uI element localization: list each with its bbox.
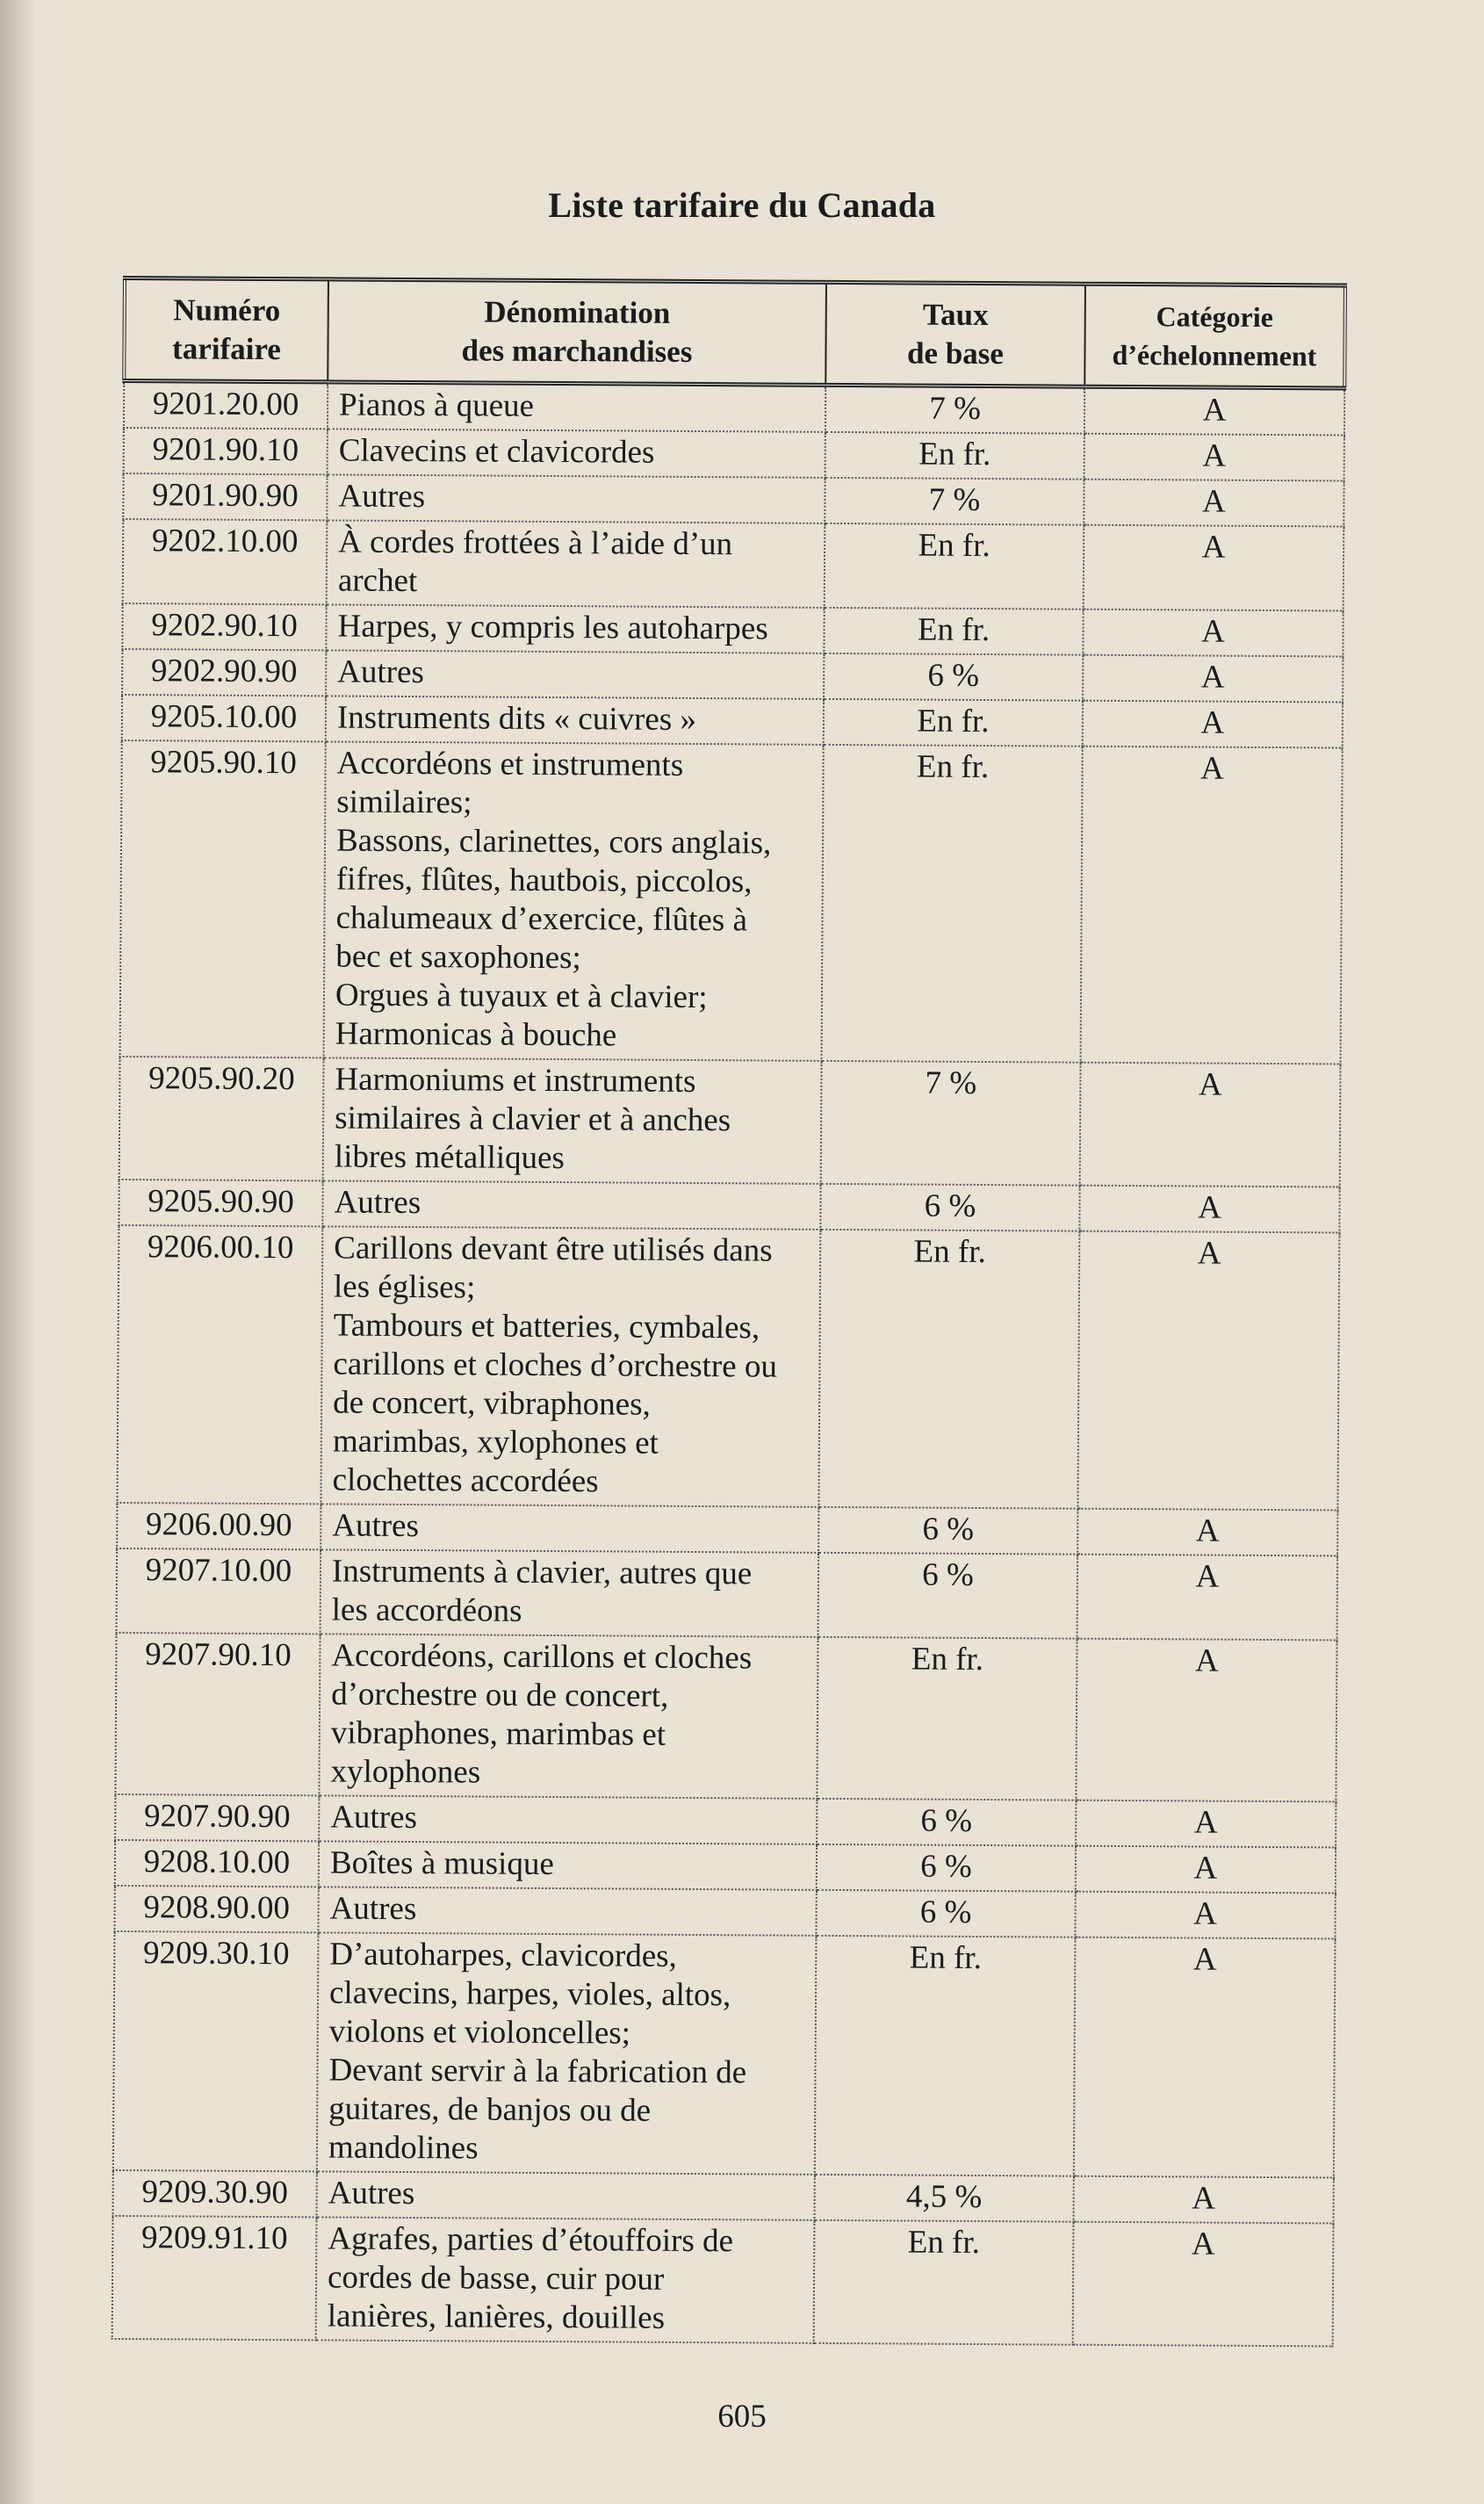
description-line: Carillons devant être utilisés dans [334, 1230, 773, 1269]
page-edge-shadow [0, 0, 35, 2504]
description-line: Autres [330, 1799, 418, 1837]
tariff-number-cell: 9208.90.00 [114, 1886, 318, 1932]
base-rate-cell: 7 % [825, 385, 1084, 433]
header-line: tarifaire [172, 331, 281, 367]
table-body [112, 381, 1345, 2347]
tariff-number-cell: 9205.90.20 [119, 1057, 324, 1180]
table-row [115, 1633, 1336, 1801]
description-cell [327, 520, 825, 607]
description-cell [326, 650, 824, 698]
base-rate-cell: En fr. [825, 432, 1084, 480]
base-rate-cell: En fr. [815, 1936, 1076, 2176]
tariff-number-cell: 9208.10.00 [115, 1840, 319, 1887]
tariff-number-cell: 9209.30.90 [113, 2170, 317, 2217]
table-row [123, 519, 1344, 610]
description-cell [321, 1549, 819, 1636]
description-line: clochettes accordées [332, 1461, 599, 1500]
header-base-rate [825, 282, 1085, 386]
tariff-number-cell: 9209.91.10 [112, 2216, 317, 2340]
description-line: Autres [338, 478, 426, 516]
table-row [120, 740, 1343, 1064]
staging-category-cell: A [1077, 1231, 1339, 1511]
table-row [124, 381, 1344, 436]
description-line: Agrafes, parties d’étouffoirs de [328, 2220, 734, 2260]
description-cell [323, 1057, 822, 1183]
description-line: chalumeaux d’exercice, flûtes à [335, 899, 748, 939]
description-cell [317, 1932, 817, 2174]
description-line: Harmonicas à bouche [335, 1015, 617, 1054]
description-line: Boîtes à musique [329, 1844, 554, 1883]
header-line: de base [906, 336, 1005, 372]
base-rate-cell: 7 % [821, 1061, 1081, 1186]
description-line: Harmoniums et instruments [335, 1061, 696, 1100]
description-cell [322, 1180, 820, 1229]
description-line: cordes de basse, cuir pour [327, 2259, 665, 2298]
description-line: clavecins, harpes, violes, altos, [328, 1974, 731, 2014]
header-line: d’échelonnement [1112, 338, 1317, 372]
staging-category-cell: A [1079, 1186, 1339, 1233]
base-rate-cell: 6 % [820, 1184, 1079, 1231]
description-line: fifres, flûtes, hautbois, piccolos, [335, 861, 753, 900]
description-line: guitares, de banjos ou de [328, 2090, 652, 2129]
table-row [122, 649, 1343, 702]
tariff-number-cell: 9202.10.00 [123, 519, 328, 604]
description-line: À cordes frottées à l’aide d’un [338, 523, 733, 563]
header-staging-category [1084, 284, 1345, 388]
table-row [117, 1225, 1339, 1510]
tariff-number-cell: 9205.90.90 [119, 1180, 322, 1226]
tariff-number-cell: 9202.90.90 [122, 649, 326, 696]
header-line: Numéro [173, 292, 281, 328]
base-rate-cell: En fr. [824, 608, 1083, 655]
description-cell [319, 1841, 817, 1889]
tariff-number-cell: 9201.90.10 [124, 428, 328, 474]
description-line: les églises; [333, 1268, 476, 1306]
description-line: Autres [329, 1890, 417, 1928]
tariff-number-cell: 9205.90.10 [120, 740, 326, 1057]
description-line: marimbas, xylophones et [332, 1423, 659, 1461]
base-rate-cell: 6 % [824, 653, 1083, 701]
description-cell [316, 2217, 815, 2342]
staging-category-cell: A [1080, 1063, 1341, 1187]
base-rate-cell: 6 % [818, 1507, 1077, 1555]
description-cell [321, 1504, 818, 1552]
base-rate-cell: En fr. [814, 2220, 1074, 2345]
table-row [113, 2170, 1334, 2223]
description-line: Pianos à queue [338, 386, 535, 424]
description-line: carillons et cloches d’orchestre ou [333, 1346, 778, 1385]
staging-category-cell: A [1076, 1846, 1336, 1894]
staging-category-cell: A [1084, 480, 1344, 527]
description-line: Accordéons et instruments [336, 745, 684, 783]
description-line: Instruments dits « cuivres » [336, 699, 697, 738]
table-row [124, 428, 1344, 480]
staging-category-cell: A [1077, 1509, 1337, 1556]
staging-category-cell: A [1081, 747, 1343, 1064]
staging-category-cell: A [1083, 610, 1343, 657]
base-rate-cell: 7 % [825, 478, 1084, 525]
table-row [112, 2216, 1334, 2346]
description-line: Autres [337, 653, 425, 691]
staging-category-cell: A [1083, 701, 1343, 748]
tariff-number-cell: 9207.10.00 [117, 1548, 321, 1634]
description-line: Autres [328, 2175, 415, 2212]
tariff-number-cell: 9202.90.10 [122, 603, 326, 650]
description-line: vibraphones, marimbas et [330, 1714, 666, 1753]
staging-category-cell: A [1077, 1555, 1338, 1641]
staging-category-cell: A [1074, 1938, 1336, 2178]
base-rate-cell: 6 % [817, 1844, 1076, 1892]
description-line: similaires à clavier et à anches [335, 1100, 731, 1139]
description-cell [326, 696, 824, 744]
base-rate-cell: En fr. [822, 745, 1083, 1063]
tariff-table [111, 276, 1347, 2347]
base-rate-cell: En fr. [817, 1637, 1077, 1800]
header-line: Dénomination [484, 294, 671, 330]
description-line: mandolines [328, 2129, 479, 2167]
base-rate-cell: 4,5 % [814, 2175, 1073, 2222]
description-line: bec et saxophones; [335, 938, 581, 977]
header-description [328, 279, 826, 385]
staging-category-cell: A [1073, 2222, 1334, 2347]
description-line: Instruments à clavier, autres que [331, 1553, 753, 1592]
staging-category-cell: A [1083, 655, 1343, 703]
tariff-number-cell: 9209.30.10 [113, 1931, 319, 2171]
tariff-number-cell: 9207.90.10 [115, 1633, 320, 1795]
description-line: Autres [332, 1507, 420, 1545]
table-row [122, 603, 1343, 656]
description-cell [318, 1887, 816, 1935]
header-tariff-number [124, 278, 328, 382]
tariff-number-cell: 9207.90.90 [115, 1794, 319, 1841]
staging-category-cell: A [1073, 2176, 1333, 2224]
base-rate-cell: 6 % [818, 1553, 1078, 1639]
description-line: D’autoharpes, clavicordes, [329, 1936, 677, 1974]
base-rate-cell: En fr. [825, 523, 1084, 610]
description-line: violons et violoncelles; [328, 2013, 631, 2052]
description-line: les accordéons [331, 1591, 522, 1629]
description-line: Orgues à tuyaux et à clavier; [335, 977, 708, 1016]
staging-category-cell: A [1076, 1639, 1336, 1802]
description-line: Harpes, y compris les autoharpes [337, 608, 768, 647]
staging-category-cell: A [1084, 434, 1344, 481]
description-cell [321, 1226, 820, 1506]
base-rate-cell: 6 % [816, 1890, 1075, 1938]
base-rate-cell: En fr. [824, 699, 1083, 747]
table-header-row [124, 278, 1345, 388]
tariff-number-cell: 9201.20.00 [124, 381, 328, 429]
table-row [117, 1548, 1338, 1640]
table-row [114, 1886, 1335, 1938]
staging-category-cell: A [1075, 1892, 1335, 1939]
description-line: Clavecins et clavicordes [338, 432, 655, 471]
header-line: Catégorie [1156, 300, 1273, 334]
table-row [119, 1180, 1339, 1232]
description-line: de concert, vibraphones, [333, 1384, 651, 1423]
tariff-number-cell: 9206.00.90 [117, 1503, 321, 1549]
tariff-number-cell: 9201.90.90 [123, 473, 327, 520]
description-line: lanières, lanières, douilles [327, 2298, 666, 2336]
description-cell [319, 1634, 818, 1798]
description-line: Autres [334, 1184, 421, 1222]
description-line: Accordéons, carillons et cloches [331, 1637, 753, 1677]
staging-category-cell: A [1084, 386, 1344, 435]
description-cell [324, 741, 824, 1060]
base-rate-cell: En fr. [818, 1230, 1079, 1509]
description-cell [328, 382, 825, 432]
table-row [113, 1931, 1336, 2177]
header-line: Taux [922, 297, 989, 333]
description-line: xylophones [330, 1753, 481, 1791]
description-cell [327, 474, 825, 523]
table-row [122, 695, 1343, 747]
description-line: archet [337, 562, 418, 600]
description-line: Bassons, clarinettes, cors anglais, [335, 822, 772, 862]
description-cell [317, 2171, 815, 2219]
header-line: des marchandises [461, 333, 693, 369]
page-number: 605 [717, 2399, 767, 2435]
description-line: Tambours et batteries, cymbales, [333, 1307, 760, 1346]
description-cell [319, 1795, 817, 1844]
description-cell [328, 429, 825, 477]
table-row [115, 1794, 1336, 1847]
table-row [115, 1840, 1336, 1893]
description-line: Devant servir à la fabrication de [328, 2052, 747, 2091]
page-title: Liste tarifaire du Canada [548, 185, 936, 225]
description-line: similaires; [336, 783, 472, 821]
table-row [117, 1503, 1337, 1555]
staging-category-cell: A [1076, 1800, 1336, 1848]
tariff-number-cell: 9205.10.00 [122, 695, 326, 741]
table-row [123, 473, 1344, 526]
description-cell [326, 604, 824, 653]
base-rate-cell: 6 % [817, 1799, 1076, 1846]
staging-category-cell: A [1084, 525, 1344, 611]
table-row [119, 1057, 1341, 1187]
description-line: libres métalliques [334, 1138, 566, 1177]
tariff-number-cell: 9206.00.10 [117, 1225, 322, 1504]
description-line: d’orchestre ou de concert, [331, 1676, 669, 1714]
